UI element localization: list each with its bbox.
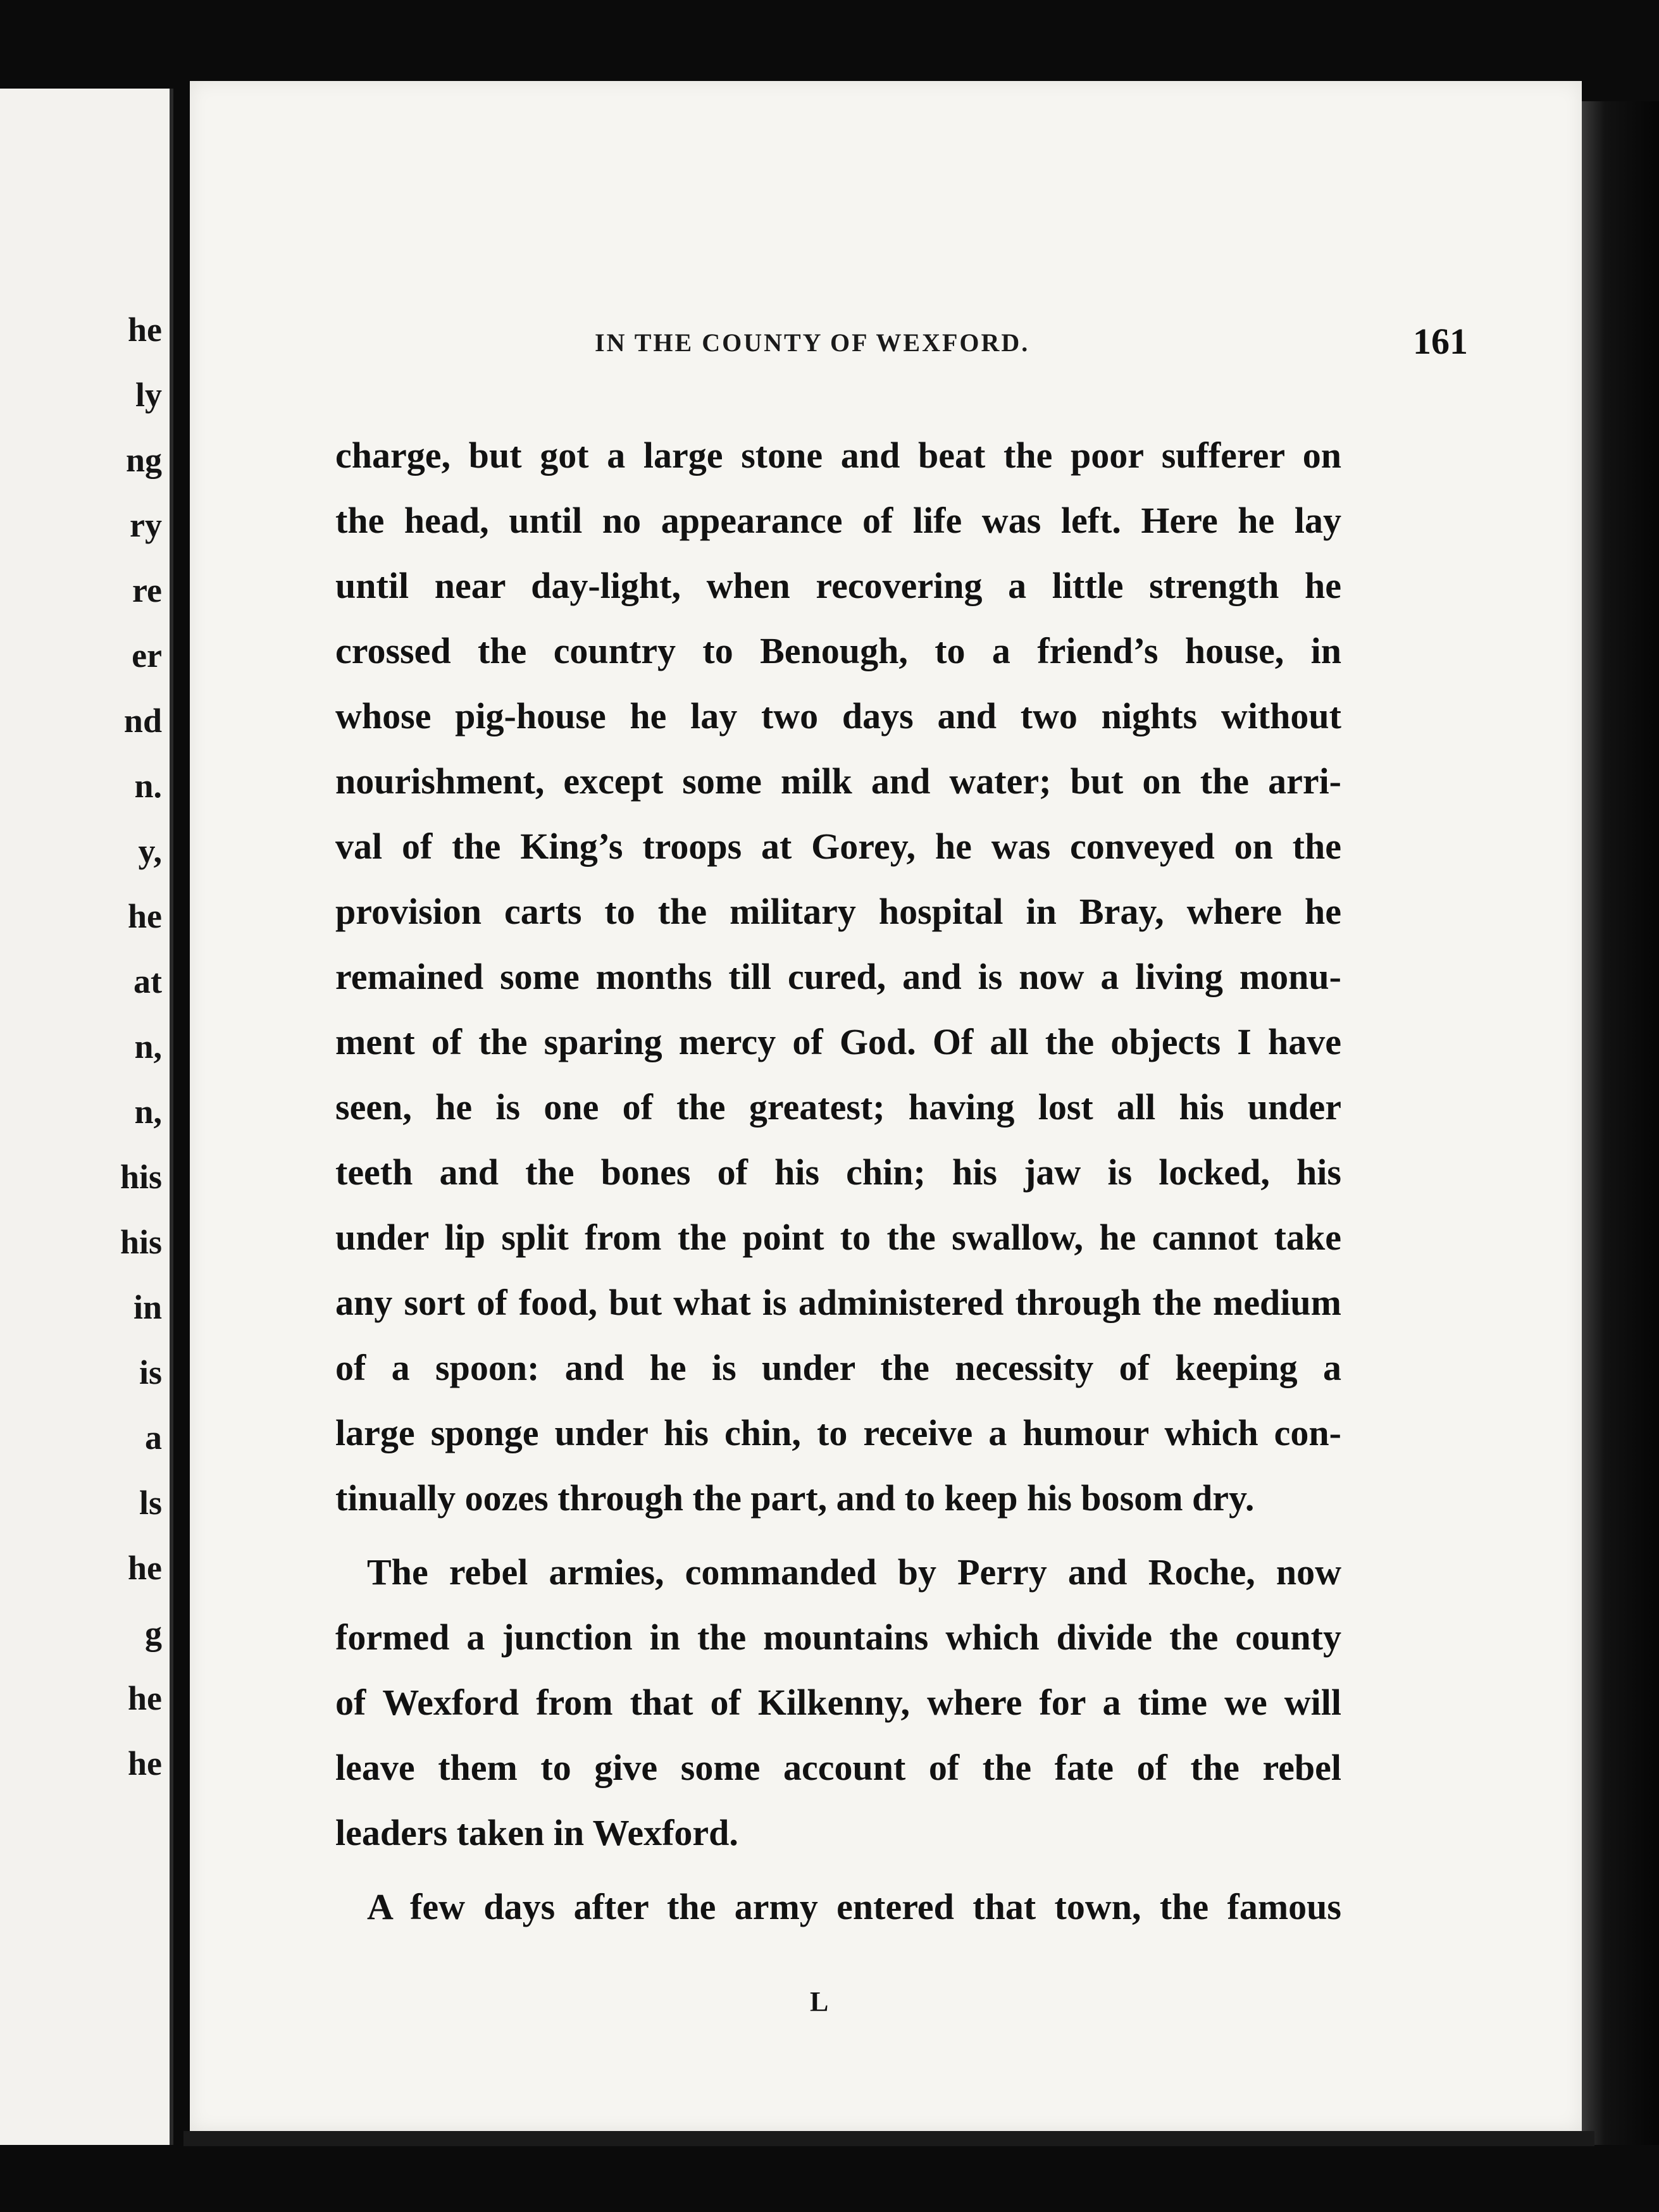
left-page-fragment: nd (123, 702, 162, 740)
left-page-fragment: he (128, 1549, 162, 1587)
text-line: under lip split from the point to the swallow, he cannot take (335, 1217, 1341, 1258)
left-page-fragment: in (133, 1288, 162, 1326)
left-page-fragment: he (128, 1744, 162, 1782)
text-line: tinually oozes through the part, and to keep his bosom dry. (335, 1477, 1255, 1519)
body-text (335, 423, 1341, 1939)
left-page-fragment: ls (139, 1484, 162, 1522)
text-line: whose pig-house he lay two days and two nights without (335, 695, 1341, 736)
left-page-fragment: ly (135, 376, 162, 414)
text-line: A few days after the army entered that town, the famous (367, 1886, 1341, 1927)
text-line: The rebel armies, commanded by Perry and Roche, now (367, 1551, 1341, 1593)
paragraph (335, 1874, 1341, 1939)
text-line: leave them to give some account of the fate of the rebel (335, 1747, 1341, 1788)
book-right-edge (1582, 101, 1659, 2145)
left-page-fragment: n. (134, 767, 162, 805)
text-line: remained some months till cured, and is now a living monu- (335, 956, 1341, 997)
left-page-fragment: he (128, 311, 162, 349)
text-line: leaders taken in Wexford. (335, 1812, 738, 1853)
text-line: formed a junction in the mountains which divide the county (335, 1617, 1341, 1658)
text-line: large sponge under his chin, to receive a humour which con- (335, 1412, 1341, 1453)
text-line: ment of the sparing mercy of God. Of all the objects I have (335, 1021, 1341, 1062)
page-number: 161 (1413, 321, 1468, 362)
left-facing-page (0, 89, 173, 2145)
left-page-fragment: n, (134, 1028, 162, 1066)
left-page-fragment: n, (134, 1093, 162, 1131)
text-line: of a spoon: and he is under the necessity of keeping a (335, 1347, 1341, 1388)
signature-mark: L (810, 1986, 829, 2017)
left-page-fragment: his (120, 1223, 162, 1261)
text-line: crossed the country to Benough, to a friend’s house, in (335, 630, 1341, 671)
left-page-fragment: er (132, 637, 162, 674)
page-bottom-shadow (183, 2131, 1594, 2146)
left-page-fragment: his (120, 1158, 162, 1196)
text-line: of Wexford from that of Kilkenny, where for a time we will (335, 1682, 1341, 1723)
text-line: any sort of food, but what is administered through the medium (335, 1282, 1341, 1323)
running-head: IN THE COUNTY OF WEXFORD. (595, 328, 1030, 357)
left-page-fragment: at (134, 962, 162, 1000)
text-line: provision carts to the military hospital in Bray, where he (335, 891, 1341, 932)
left-page-fragment: re (132, 571, 162, 609)
paragraph (335, 423, 1341, 1531)
text-line: the head, until no appearance of life was left. Here he lay (335, 500, 1341, 541)
left-page-fragment: a (145, 1419, 162, 1457)
text-line: val of the King’s troops at Gorey, he was conveyed on the (335, 826, 1341, 867)
text-line: charge, but got a large stone and beat the poor sufferer on (335, 435, 1341, 476)
text-line: seen, he is one of the greatest; having lost all his under (335, 1086, 1341, 1128)
left-page-fragment: is (139, 1353, 162, 1391)
text-line: until near day-light, when recovering a little strength he (335, 565, 1341, 606)
left-page-fragment: he (128, 1679, 162, 1717)
left-page-fragment: ry (130, 506, 162, 544)
book-page (190, 81, 1582, 2131)
paragraph (335, 1539, 1341, 1865)
left-page-fragment: y, (138, 832, 162, 870)
left-page-fragment: he (128, 897, 162, 935)
text-line: teeth and the bones of his chin; his jaw is locked, his (335, 1152, 1341, 1193)
text-line: nourishment, except some milk and water; but on the arri- (335, 761, 1341, 802)
left-page-fragment: g (145, 1614, 162, 1652)
left-page-fragment: ng (125, 441, 162, 479)
